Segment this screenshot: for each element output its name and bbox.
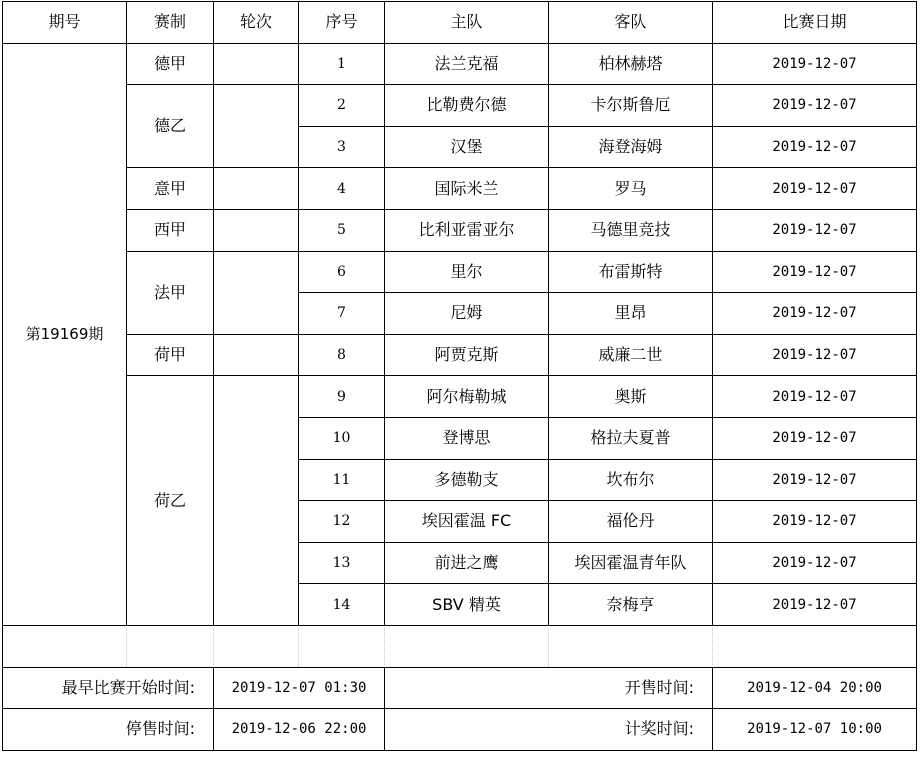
info-row-2 <box>3 709 917 751</box>
home-team: 国际米兰 <box>385 168 549 210</box>
home-team: 汉堡 <box>385 126 549 168</box>
info-gap <box>385 709 549 751</box>
spacer-cell <box>385 625 549 667</box>
header-round: 轮次 <box>214 2 299 44</box>
match-seq: 13 <box>299 542 385 584</box>
spacer-row <box>3 625 917 667</box>
home-team: 里尔 <box>385 251 549 293</box>
home-team: 阿贾克斯 <box>385 334 549 376</box>
league-cell: 德甲 <box>127 43 214 85</box>
header-issue: 期号 <box>3 2 127 44</box>
earliest-start-label: 最早比赛开始时间: <box>3 667 214 709</box>
sale-close-label: 停售时间: <box>3 709 214 751</box>
match-seq: 2 <box>299 85 385 127</box>
payout-label: 计奖时间: <box>549 709 713 751</box>
away-team: 威廉二世 <box>549 334 713 376</box>
match-date: 2019-12-07 <box>713 376 917 418</box>
match-row <box>3 85 917 127</box>
match-row <box>3 168 917 210</box>
away-team: 布雷斯特 <box>549 251 713 293</box>
match-seq: 8 <box>299 334 385 376</box>
match-date: 2019-12-07 <box>713 501 917 543</box>
away-team: 埃因霍温青年队 <box>549 542 713 584</box>
match-row <box>3 209 917 251</box>
header-format: 赛制 <box>127 2 214 44</box>
away-team: 奈梅亨 <box>549 584 713 626</box>
round-cell <box>214 334 299 376</box>
match-seq: 7 <box>299 293 385 335</box>
match-row <box>3 376 917 418</box>
home-team: 埃因霍温 FC <box>385 501 549 543</box>
match-date: 2019-12-07 <box>713 417 917 459</box>
home-team: 尼姆 <box>385 293 549 335</box>
sale-close-value: 2019-12-06 22:00 <box>214 709 385 751</box>
home-team: 阿尔梅勒城 <box>385 376 549 418</box>
match-seq: 10 <box>299 417 385 459</box>
header-row <box>3 2 917 44</box>
match-date: 2019-12-07 <box>713 43 917 85</box>
spacer-cell <box>3 625 127 667</box>
home-team: 比勒费尔德 <box>385 85 549 127</box>
match-seq: 12 <box>299 501 385 543</box>
match-seq: 11 <box>299 459 385 501</box>
away-team: 坎布尔 <box>549 459 713 501</box>
spacer-cell <box>299 625 385 667</box>
header-away: 客队 <box>549 2 713 44</box>
round-cell <box>214 85 299 168</box>
match-date: 2019-12-07 <box>713 209 917 251</box>
away-team: 福伦丹 <box>549 501 713 543</box>
header-seq: 序号 <box>299 2 385 44</box>
away-team: 奥斯 <box>549 376 713 418</box>
match-row <box>3 251 917 293</box>
home-team: 法兰克福 <box>385 43 549 85</box>
match-date: 2019-12-07 <box>713 126 917 168</box>
spacer-cell <box>549 625 713 667</box>
payout-value: 2019-12-07 10:00 <box>713 709 917 751</box>
issue-cell: 第19169期 <box>3 43 127 625</box>
earliest-start-value: 2019-12-07 01:30 <box>214 667 385 709</box>
match-date: 2019-12-07 <box>713 293 917 335</box>
match-seq: 9 <box>299 376 385 418</box>
match-seq: 5 <box>299 209 385 251</box>
sale-open-value: 2019-12-04 20:00 <box>713 667 917 709</box>
round-cell <box>214 43 299 85</box>
league-cell: 荷乙 <box>127 376 214 626</box>
match-seq: 6 <box>299 251 385 293</box>
match-seq: 1 <box>299 43 385 85</box>
match-date: 2019-12-07 <box>713 459 917 501</box>
match-seq: 14 <box>299 584 385 626</box>
match-schedule-table <box>2 1 917 751</box>
spacer-cell <box>713 625 917 667</box>
away-team: 卡尔斯鲁厄 <box>549 85 713 127</box>
match-row <box>3 334 917 376</box>
away-team: 马德里竞技 <box>549 209 713 251</box>
spacer-cell <box>127 625 214 667</box>
match-date: 2019-12-07 <box>713 168 917 210</box>
info-gap <box>385 667 549 709</box>
round-cell <box>214 168 299 210</box>
league-cell: 荷甲 <box>127 334 214 376</box>
match-date: 2019-12-07 <box>713 542 917 584</box>
home-team: 登博思 <box>385 417 549 459</box>
match-date: 2019-12-07 <box>713 584 917 626</box>
round-cell <box>214 209 299 251</box>
league-cell: 西甲 <box>127 209 214 251</box>
spacer-cell <box>214 625 299 667</box>
league-cell: 意甲 <box>127 168 214 210</box>
sale-open-label: 开售时间: <box>549 667 713 709</box>
away-team: 海登海姆 <box>549 126 713 168</box>
away-team: 柏林赫塔 <box>549 43 713 85</box>
round-cell <box>214 376 299 626</box>
home-team: 多德勒支 <box>385 459 549 501</box>
away-team: 罗马 <box>549 168 713 210</box>
match-date: 2019-12-07 <box>713 85 917 127</box>
home-team: 前进之鹰 <box>385 542 549 584</box>
header-date: 比赛日期 <box>713 2 917 44</box>
round-cell <box>214 251 299 334</box>
away-team: 里昂 <box>549 293 713 335</box>
home-team: SBV 精英 <box>385 584 549 626</box>
match-date: 2019-12-07 <box>713 251 917 293</box>
away-team: 格拉夫夏普 <box>549 417 713 459</box>
match-date: 2019-12-07 <box>713 334 917 376</box>
match-seq: 4 <box>299 168 385 210</box>
header-home: 主队 <box>385 2 549 44</box>
match-row <box>3 43 917 85</box>
match-seq: 3 <box>299 126 385 168</box>
home-team: 比利亚雷亚尔 <box>385 209 549 251</box>
league-cell: 法甲 <box>127 251 214 334</box>
info-row-1 <box>3 667 917 709</box>
league-cell: 德乙 <box>127 85 214 168</box>
